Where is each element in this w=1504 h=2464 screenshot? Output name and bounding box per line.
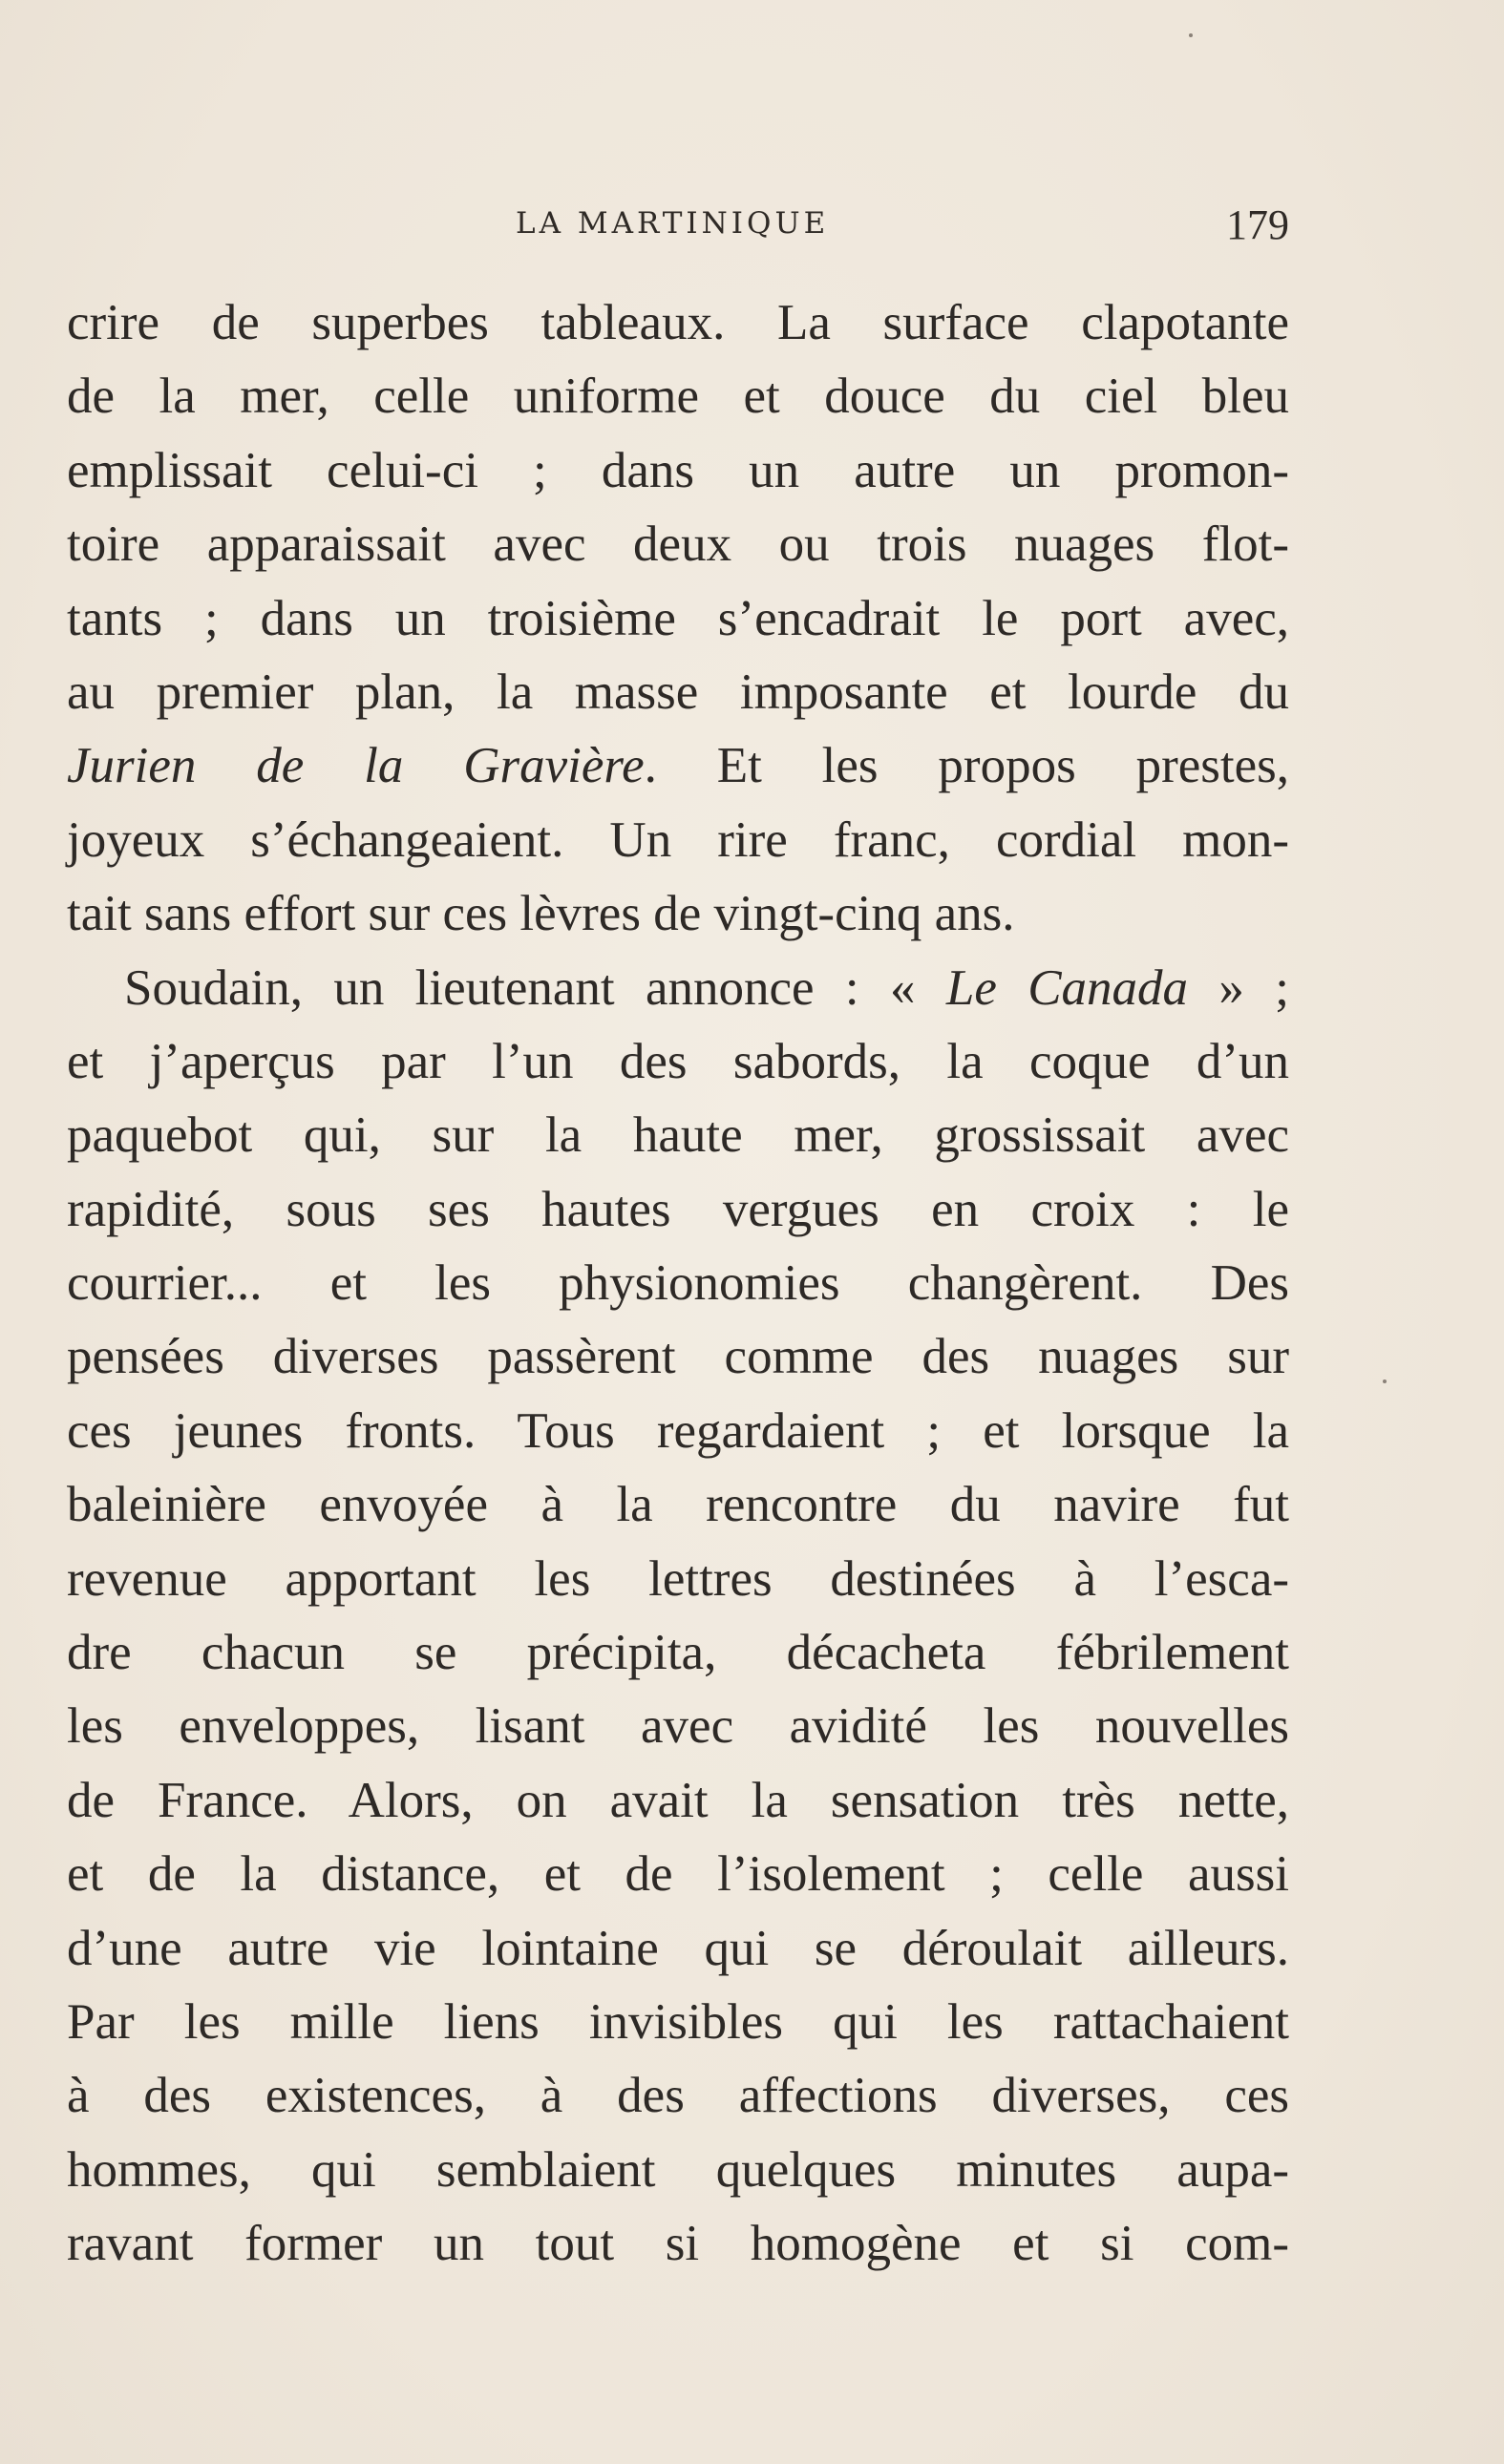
page-header: [67, 200, 1289, 248]
text-line: de la mer, celle uniforme et douce du ciel bleu: [67, 369, 1289, 425]
text-line: d’une autre vie lointaine qui se déroulait ailleurs.: [67, 1920, 1289, 1976]
paper-speck: [1189, 33, 1193, 37]
text-line: rapidité, sous ses hautes vergues en croix : le: [67, 1181, 1289, 1237]
text-line: baleinière envoyée à la rencontre du navire fut: [67, 1477, 1289, 1533]
text-line: hommes, qui semblaient quelques minutes aupa-: [67, 2141, 1289, 2198]
text-line: paquebot qui, sur la haute mer, grossissait avec: [67, 1107, 1289, 1164]
text-line: ravant former un tout si homogène et si com-: [67, 2216, 1289, 2272]
text-span: Soudain, un lieutenant annonce : «: [124, 959, 946, 1016]
text-line: de France. Alors, on avait la sensation très nette,: [67, 1772, 1289, 1828]
text-line: tait sans effort sur ces lèvres de vingt-cinq ans.: [67, 886, 1015, 942]
text-line: courrier... et les physionomies changèrent. Des: [67, 1255, 1289, 1312]
text-line: crire de superbes tableaux. La surface clapotante: [67, 295, 1289, 350]
text-line: tants ; dans un troisième s’encadrait le port avec,: [67, 590, 1289, 646]
text-line: à des existences, à des affections diverses, ces: [67, 2068, 1289, 2124]
ship-name-italic: Le Canada: [945, 959, 1189, 1016]
text-span: » ;: [1188, 959, 1289, 1016]
text-line: et de la distance, et de l’isolement ; celle aussi: [67, 1846, 1289, 1903]
text-line: toire apparaissait avec deux ou trois nuages flot-: [67, 516, 1289, 573]
text-line: revenue apportant les lettres destinées à l’esca-: [67, 1550, 1289, 1607]
page-number: 179: [1226, 201, 1289, 248]
text-line: et j’aperçus par l’un des sabords, la coque d’un: [67, 1033, 1289, 1089]
text-line-italic-ship: [67, 729, 1289, 803]
text-line: les enveloppes, lisant avec avidité les nouvelles: [67, 1698, 1289, 1755]
running-title: LA MARTINIQUE: [516, 206, 830, 241]
text-line: Par les mille liens invisibles qui les rattachaient: [67, 1993, 1289, 2050]
text-line: au premier plan, la masse imposante et lourde du: [67, 663, 1289, 720]
text-line: joyeux s’échangeaient. Un rire franc, cordial mon-: [67, 811, 1289, 868]
ship-name-italic: Jurien de la Gravière: [67, 738, 645, 794]
body-text: [67, 286, 1289, 2282]
text-line: dre chacun se précipita, décacheta fébrilement: [67, 1625, 1289, 1681]
text-line: emplissait celui-ci ; dans un autre un promon-: [67, 442, 1289, 498]
text-line: ces jeunes fronts. Tous regardaient ; et lorsque la: [67, 1402, 1289, 1459]
text-line-paragraph-start: [67, 952, 1289, 1025]
text-line: pensées diverses passèrent comme des nuages sur: [67, 1329, 1289, 1385]
text-span: . Et les propos prestes,: [644, 738, 1289, 794]
paper-speck: [1383, 1379, 1387, 1383]
